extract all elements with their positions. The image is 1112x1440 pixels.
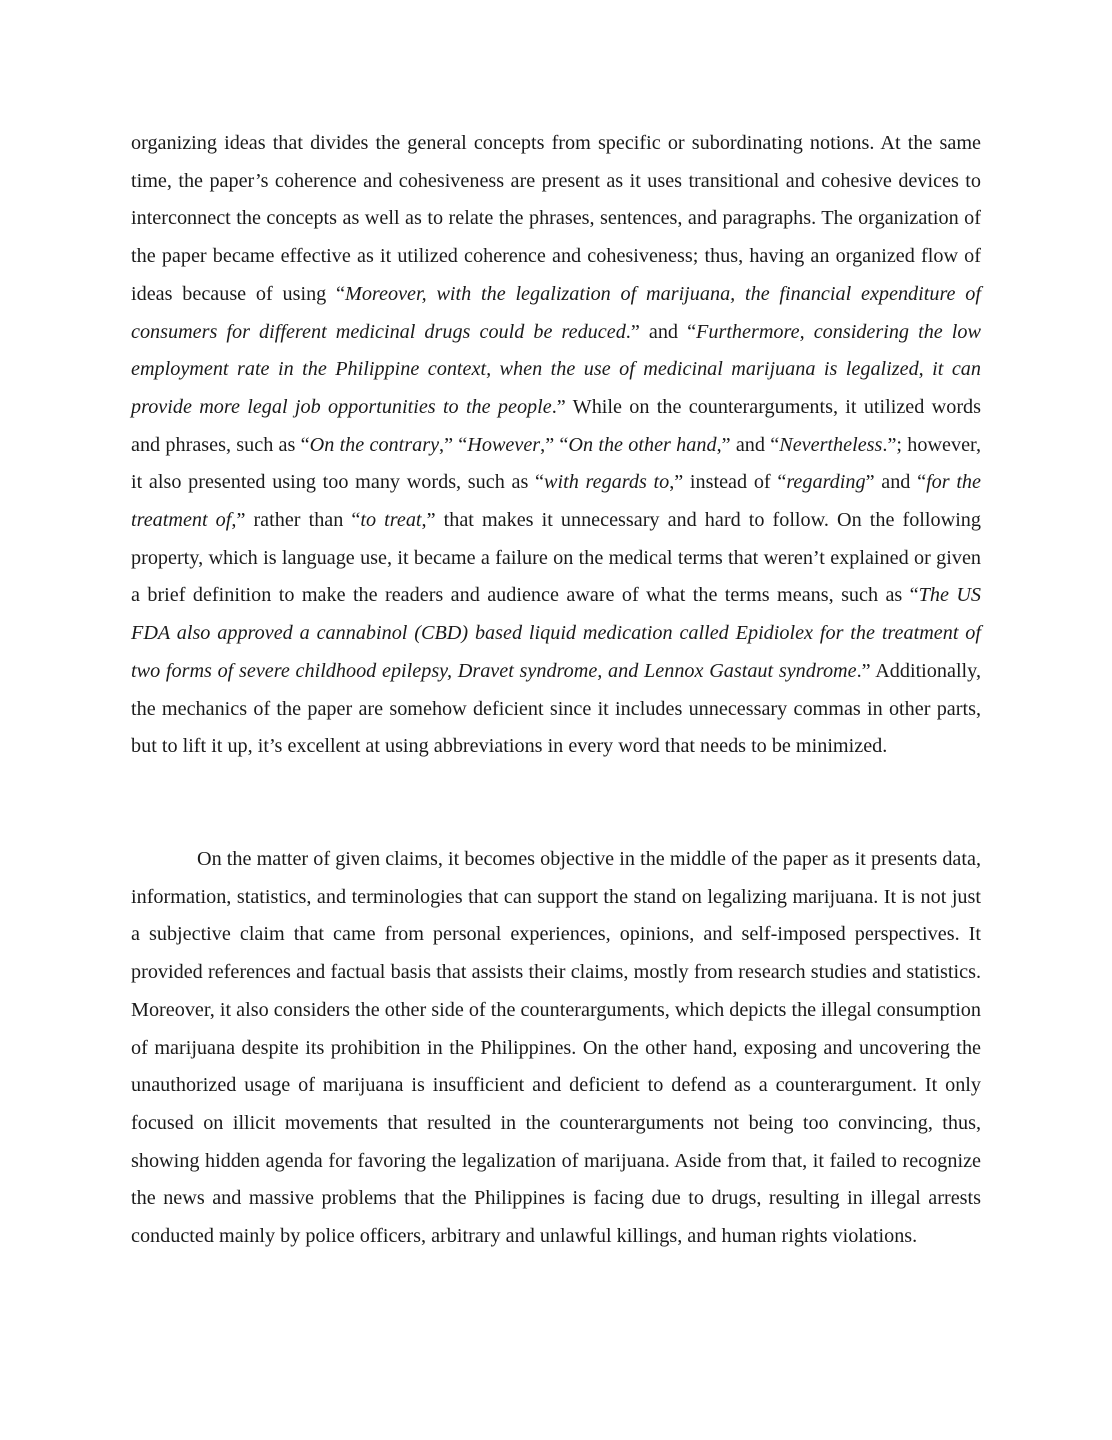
- quote-with-regards-to: with regards to: [544, 471, 670, 494]
- quote-for-the-treatment-of: for the treatment of: [131, 471, 981, 532]
- quote-furthermore: Furthermore, considering the low employment rate in the Philippine context, when the use of medicinal marijuana is legalized, it can provide more legal job opportunities to the people: [131, 320, 981, 418]
- paragraph-1-text: .”; however, it also presented using too many words, such as “: [131, 433, 982, 494]
- paragraph-1-text: .” While on the counterarguments, it utilized words and phrases, such as “: [131, 395, 981, 456]
- quote-us-fda: The US FDA also approved a cannabinol (CBD) based liquid medication called Epidiolex for the treatment of two forms of severe childhood epilepsy, Dravet syndrome, and Lennox Gastaut syndrome: [131, 584, 981, 682]
- quote-to-treat: to treat: [360, 509, 422, 532]
- paragraph-1-text: ,” instead of “: [669, 471, 787, 494]
- paragraph-1-text: ,” that makes it unnecessary and hard to follow. On the following property, which is language use, it became a failure on the medical terms that weren’t explained or given a brief definition to make the readers and audience aware of what the terms means, such as “: [131, 509, 981, 607]
- quote-on-the-other-hand: On the other hand: [568, 433, 717, 456]
- quote-however: However: [467, 433, 541, 456]
- paragraph-1-text: ,” “: [439, 433, 468, 456]
- quote-moreover: Moreover, with the legalization of marijuana, the financial expenditure of consumers for different medicinal drugs could be reduced: [131, 282, 982, 343]
- paragraph-1-text: .” Additionally, the mechanics of the paper are somehow deficient since it includes unnecessary commas in other parts, but to lift it up, it’s excellent at using abbreviations in every word that needs to be minimized.: [131, 659, 981, 758]
- paragraph-1-text: ,” “: [540, 433, 569, 456]
- paragraph-1: [131, 125, 981, 766]
- paragraph-2-text: On the matter of given claims, it becomes objective in the middle of the paper as it presents data, information, statistics, and terminologies that can support the stand on legalizing marijuana. It is not just a subjective claim that came from personal experiences, opinions, and self-imposed perspectives. It provided references and factual basis that assists their claims, mostly from research studies and statistics. Moreover, it also considers the other side of the counterarguments, which depicts the illegal consumption of marijuana despite its prohibition in the Philippines. On the other hand, exposing and uncovering the unauthorized usage of marijuana is insufficient and deficient to defend as a counterargument. It only focused on illicit movements that resulted in the counterarguments not being too convincing, thus, showing hidden agenda for favoring the legalization of marijuana. Aside from that, it failed to recognize the news and massive problems that the Philippines is facing due to drugs, resulting in illegal arrests conducted mainly by police officers, arbitrary and unlawful killings, and human rights violations.: [131, 848, 981, 1248]
- paragraph-1-text: ,” rather than “: [231, 509, 361, 532]
- quote-regarding: regarding: [786, 471, 866, 494]
- paragraph-1-text: organizing ideas that divides the general concepts from specific or subordinating notions. At the same time, the paper’s coherence and cohesiveness are present as it uses transitional and cohesive devices to interconnect the concepts as well as to relate the phrases, sentences, and paragraphs. The organization of the paper became effective as it utilized coherence and cohesiveness; thus, having an organized flow of ideas because of using “: [131, 132, 981, 305]
- paragraph-1-text: ,” and “: [716, 433, 780, 456]
- quote-on-the-contrary: On the contrary: [309, 433, 440, 456]
- quote-nevertheless: Nevertheless: [779, 433, 883, 456]
- paragraph-1-text: ” and “: [865, 471, 927, 494]
- paragraph-1-text: .” and “: [625, 320, 697, 343]
- paragraph-2: [131, 841, 981, 1256]
